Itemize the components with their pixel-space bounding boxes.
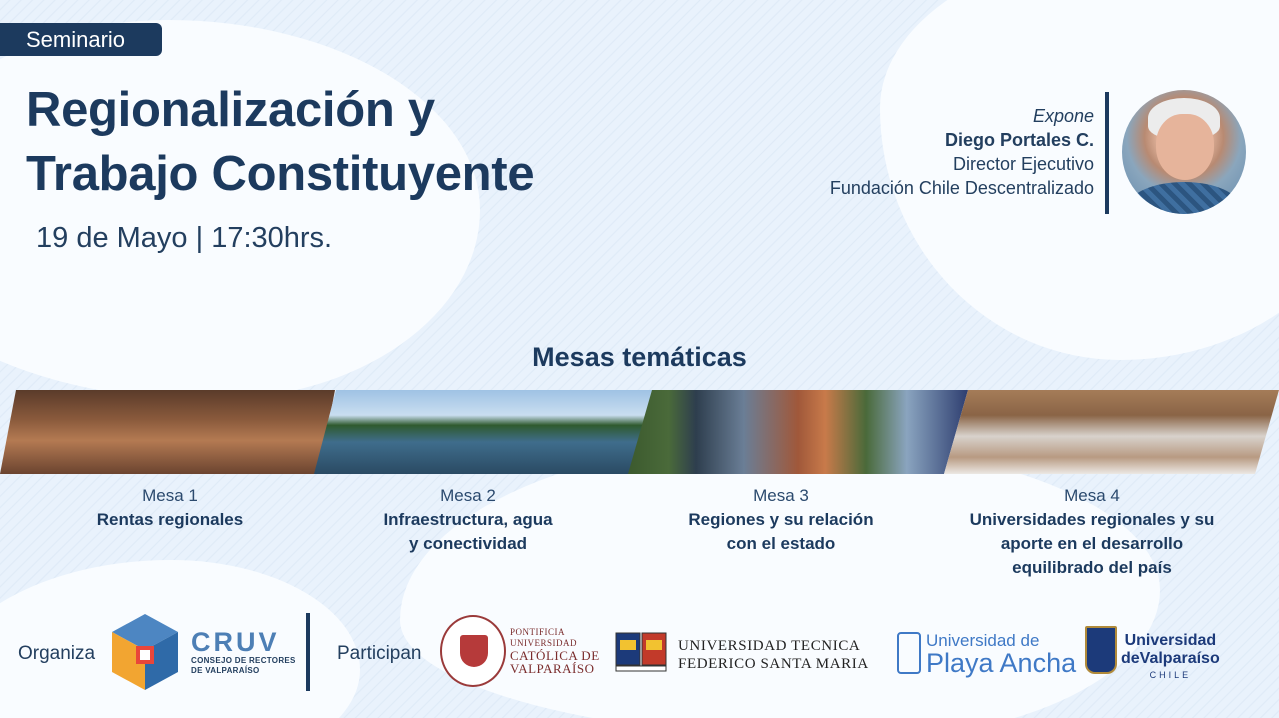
mesa-title: y conectividad xyxy=(408,534,528,553)
speaker-name: Diego Portales C. xyxy=(944,130,1094,150)
pucv-logo-text xyxy=(510,627,600,675)
mesa-1-photo xyxy=(0,390,335,474)
mesa-title: con el estado xyxy=(726,534,836,553)
mesas-photo-strip xyxy=(0,390,1279,474)
organiza-label: Organiza xyxy=(18,643,96,664)
mesa-4-photo xyxy=(944,390,1279,474)
mesa-number: Mesa 3 xyxy=(753,486,809,505)
utfsm-text: UNIVERSIDAD TECNICA xyxy=(678,638,861,654)
cruv-cube-icon xyxy=(110,612,180,692)
participan-label: Participan xyxy=(337,643,422,664)
pucv-text: VALPARAÍSO xyxy=(510,661,595,676)
mesa-item xyxy=(651,484,911,556)
mesa-title: aporte en el desarrollo xyxy=(1000,534,1184,553)
mesa-title: Universidades regionales y su xyxy=(969,510,1215,529)
upla-text: Universidad de xyxy=(926,631,1040,650)
utfsm-text: FEDERICO SANTA MARIA xyxy=(678,656,869,672)
mesa-item xyxy=(338,484,598,556)
speaker-photo xyxy=(1122,90,1246,214)
speaker-info xyxy=(830,104,1094,200)
pucv-shield-icon xyxy=(460,635,488,667)
utfsm-logo-text xyxy=(678,637,869,673)
cruv-subtitle: DE VALPARAÍSO xyxy=(191,666,260,675)
mesa-number: Mesa 1 xyxy=(142,486,198,505)
mesas-heading: Mesas temáticas xyxy=(532,342,747,372)
mesa-2-photo xyxy=(314,390,653,474)
uv-text: deValparaíso xyxy=(1121,650,1220,667)
upla-logo-text xyxy=(926,632,1076,676)
uv-logo-text xyxy=(1121,632,1220,682)
utfsm-crest-icon xyxy=(615,632,667,672)
pucv-text: UNIVERSIDAD xyxy=(510,638,577,648)
mesa-item xyxy=(40,484,300,532)
mesa-title: Infraestructura, agua xyxy=(383,510,553,529)
event-title-line: Regionalización y xyxy=(26,83,435,137)
speaker-label: Expone xyxy=(1032,106,1094,126)
mesa-item xyxy=(942,484,1242,580)
mesa-title: Rentas regionales xyxy=(96,510,244,529)
pucv-text: CATÓLICA DE xyxy=(510,648,600,663)
speaker-org: Fundación Chile Descentralizado xyxy=(829,178,1094,198)
event-title xyxy=(26,78,534,206)
uv-text: CHILE xyxy=(1149,670,1192,680)
uv-shield-icon xyxy=(1085,626,1117,674)
uv-text: Universidad xyxy=(1124,632,1217,649)
cruv-subtitle: CONSEJO DE RECTORES xyxy=(191,656,296,665)
mesa-title: equilibrado del país xyxy=(1012,558,1172,577)
speaker-role: Director Ejecutivo xyxy=(952,154,1094,174)
mesa-number: Mesa 4 xyxy=(1064,486,1120,505)
cruv-name: CRUV xyxy=(191,627,280,657)
speaker-divider xyxy=(1105,92,1109,214)
pucv-seal-icon xyxy=(440,615,506,687)
event-date: 19 de Mayo | 17:30hrs. xyxy=(36,222,333,254)
upla-emblem-icon xyxy=(897,632,921,674)
speaker-photo-shirt xyxy=(1128,182,1240,214)
pucv-text: PONTIFICIA xyxy=(510,627,566,637)
mesa-number: Mesa 2 xyxy=(440,486,496,505)
upla-text: Playa Ancha xyxy=(926,648,1077,678)
footer-divider xyxy=(306,613,310,691)
cruv-logo xyxy=(191,628,296,676)
event-title-line: Trabajo Constituyente xyxy=(26,147,535,201)
speaker-photo-face xyxy=(1156,114,1214,180)
mesa-title: Regiones y su relación xyxy=(688,510,874,529)
event-type-badge: Seminario xyxy=(0,23,162,56)
mesa-3-photo xyxy=(628,390,968,474)
